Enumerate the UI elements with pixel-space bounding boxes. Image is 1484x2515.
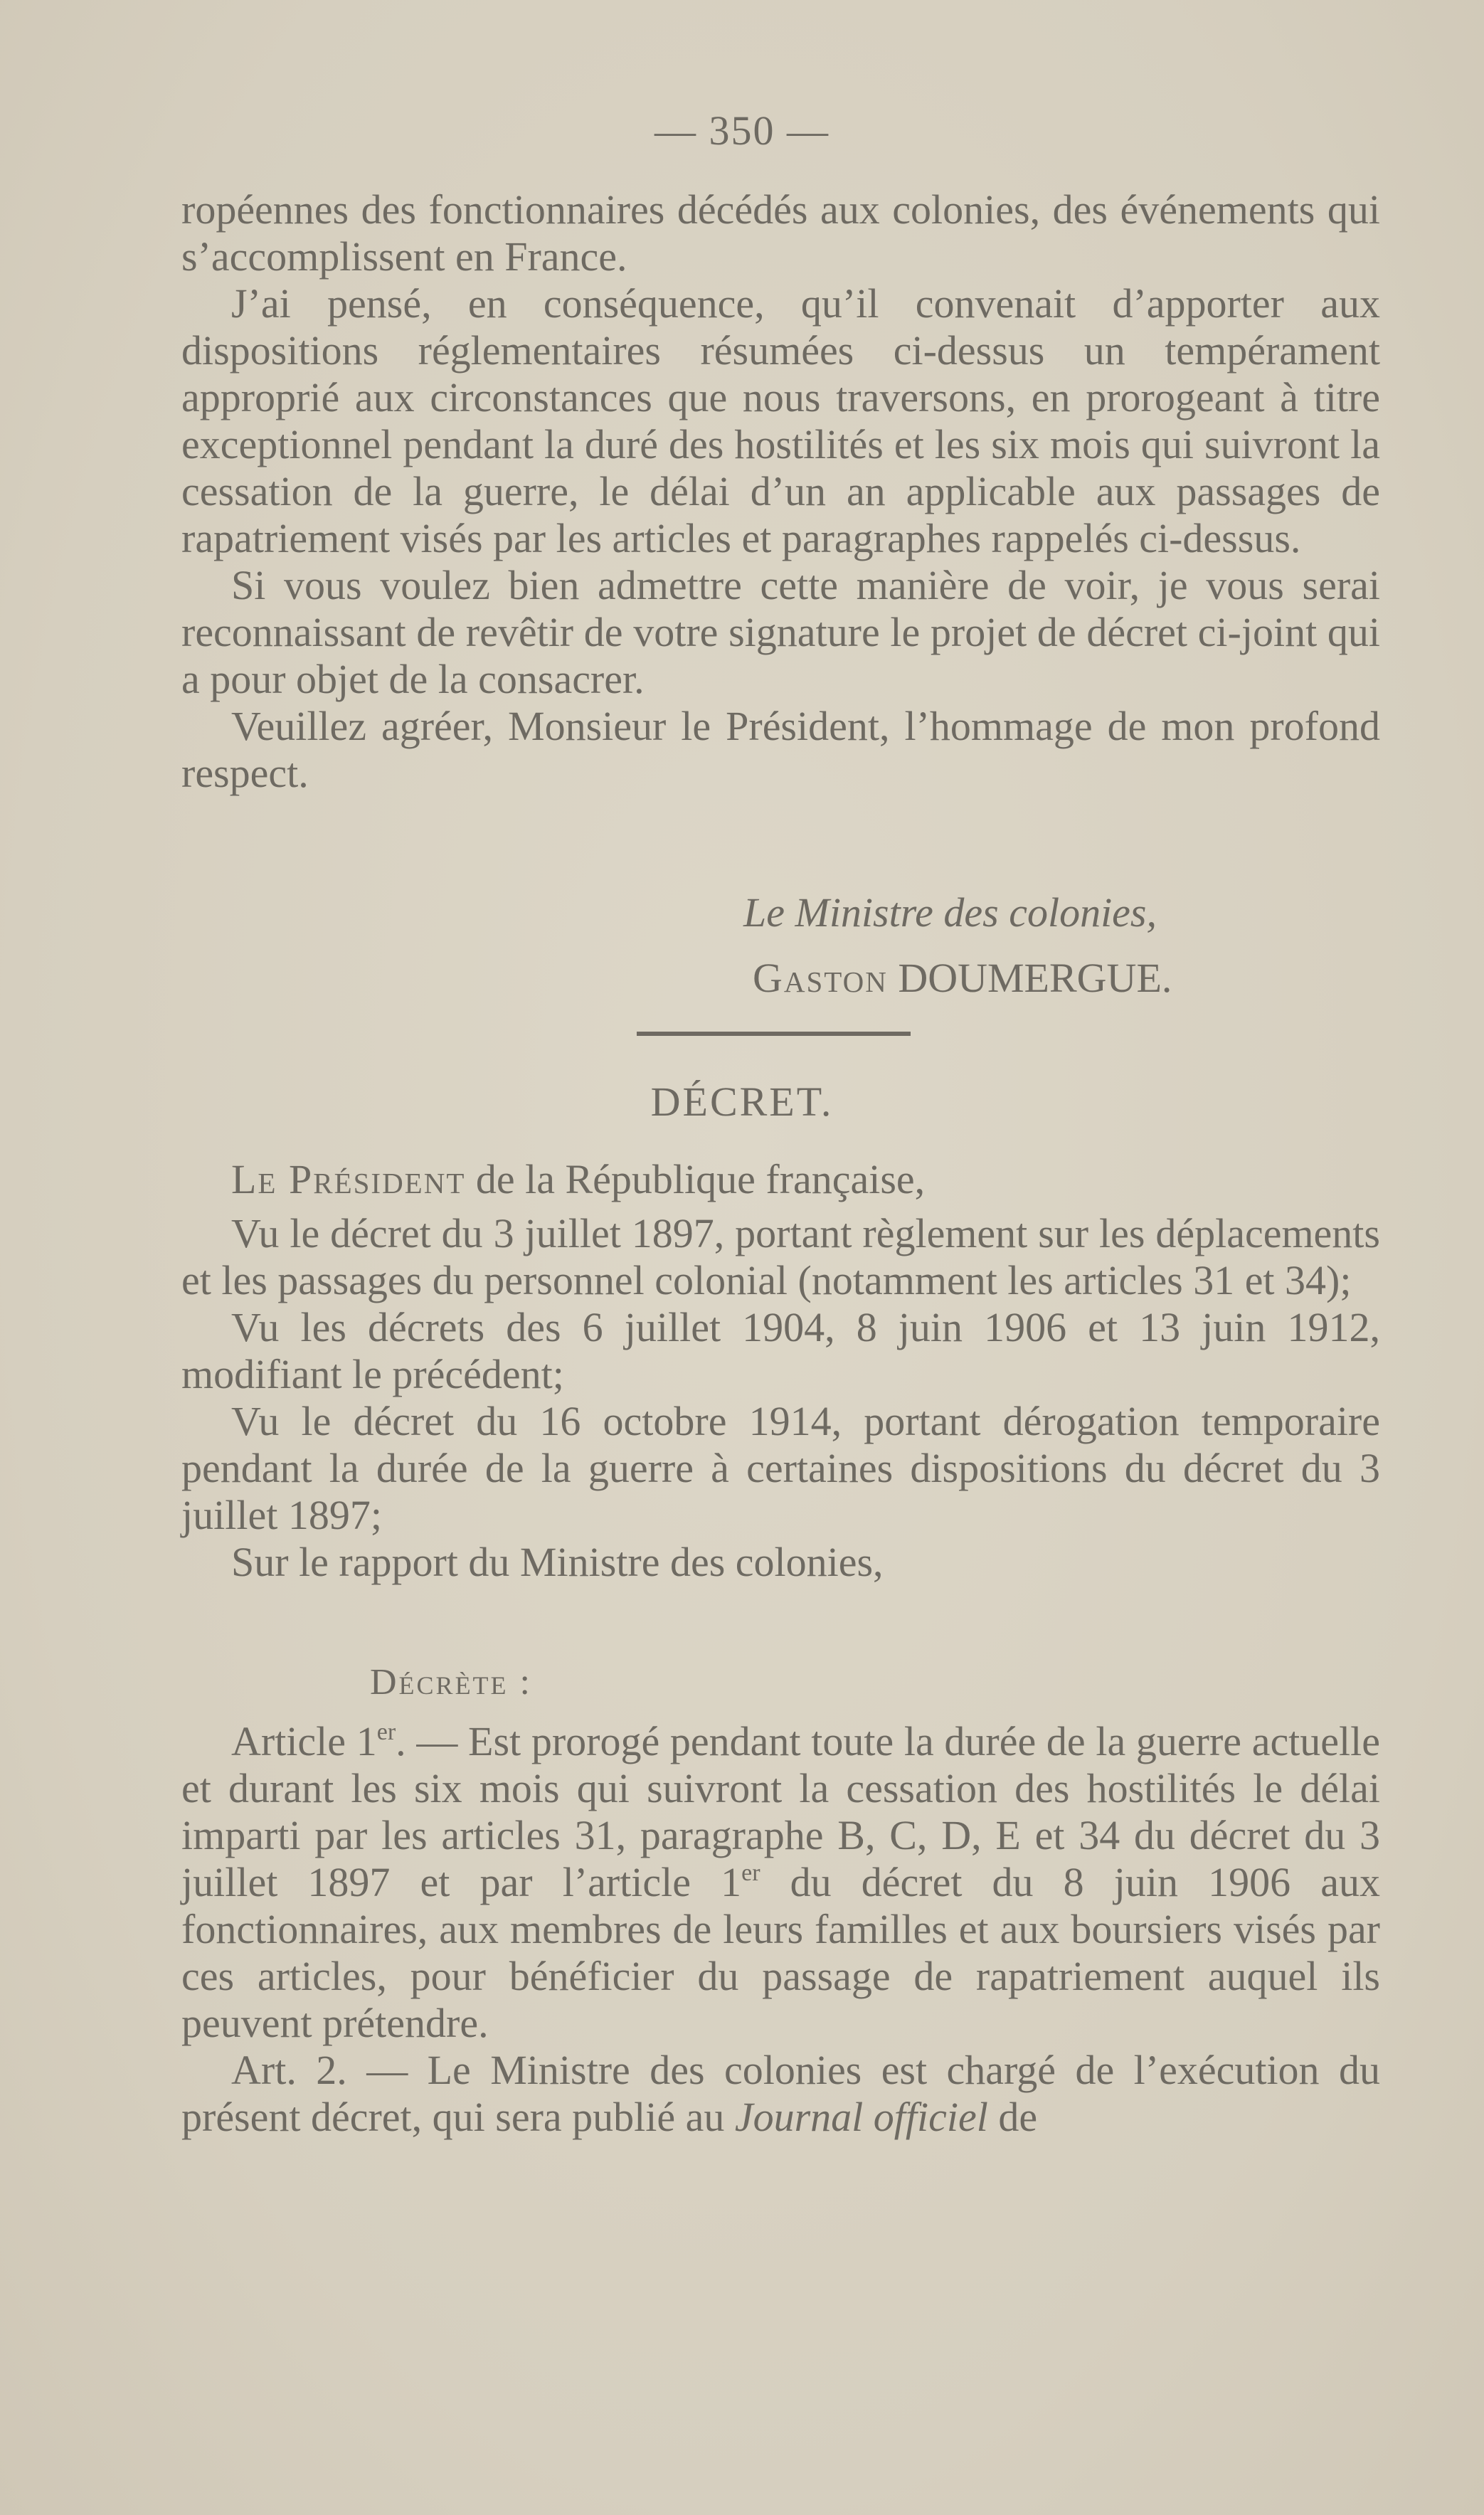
- signature-title: Le Ministre des colonies,: [743, 889, 1157, 936]
- article-1: [181, 1718, 1380, 2047]
- signature-first-name: Gaston: [753, 955, 888, 1001]
- decrete-label: Décrète :: [370, 1662, 532, 1703]
- visa-paragraph: Vu le décret du 16 octobre 1914, portant dérogation temporaire pendant la durée de la guerre à certaines dispositions du décret du 3 juillet 1897;: [181, 1398, 1380, 1538]
- decree-articles: [181, 1718, 1380, 2141]
- article-1-label: Article 1: [231, 1718, 377, 1764]
- report-paragraph: Veuillez agréer, Monsieur le Président, l’hommage de mon profond respect.: [181, 703, 1380, 796]
- article-1-label-sup: er: [376, 1719, 396, 1745]
- report-paragraph: Si vous voulez bien admettre cette manière de voir, je vous serai reconnaissant de revêtir de votre signature le projet de décret ci-joint qui a pour objet de la consacrer.: [181, 562, 1380, 702]
- article-2-tail: de: [987, 2094, 1038, 2140]
- decree-heading: DÉCRET.: [650, 1079, 834, 1125]
- signature-last-name: DOUMERGUE.: [898, 955, 1172, 1001]
- president-title: Le Président: [231, 1156, 466, 1202]
- article-1-text-a: . — Est prorogé pendant toute la durée de la guerre actuelle et durant les six mois qui suivront la cessation des hostilités le délai imparti par les articles 31, paragraphe B, C, D, E et 34 du décret du 3 juillet 1897 et par l’article 1: [181, 1718, 1381, 1905]
- article-1-text-sup: er: [741, 1860, 760, 1886]
- report-paragraph: ropéennes des fonctionnaires décédés aux colonies, des événements qui s’accomplissent en France.: [181, 186, 1380, 280]
- signature-name: [753, 955, 1172, 1002]
- visa-paragraph: Sur le rapport du Ministre des colonies,: [231, 1539, 884, 1585]
- separator-rule: [637, 1032, 911, 1036]
- decree-preamble: [181, 1156, 1380, 1586]
- article-2: [181, 2047, 1380, 2141]
- preamble-line: [181, 1156, 1380, 1203]
- report-text: [181, 186, 1380, 797]
- article-2-text: Art. 2. — Le Ministre des colonies est chargé de l’exécution du présent décret, qui sera publié au: [181, 2047, 1380, 2140]
- visa-paragraph: Vu le décret du 3 juillet 1897, portant règlement sur les déplacements et les passages du personnel colonial (notamment les articles 31 et 34);: [181, 1210, 1380, 1303]
- report-paragraph: J’ai pensé, en conséquence, qu’il convenait d’apporter aux dispositions réglementaires résumées ci-dessus un tempérament approprié aux circonstances que nous traversons, en prorogeant à titre exceptionnel pendant la duré des hostilités et les six mois qui suivront la cessation de la guerre, le délai d’un an applicable aux passages de rapatriement visés par les articles et paragraphes rappelés ci-dessus.: [181, 280, 1380, 561]
- journal-officiel: Journal officiel: [734, 2094, 988, 2140]
- preamble-rest: de la République française,: [465, 1156, 926, 1202]
- visa-paragraph: Vu les décrets des 6 juillet 1904, 8 juin 1906 et 13 juin 1912, modifiant le précédent;: [181, 1304, 1380, 1397]
- article-1-text-b: du décret du 8 juin 1906 aux fonctionnaires, aux membres de leurs familles et aux boursiers visés par ces articles, pour bénéficier du passage de rapatriement auquel ils peuvent prétendre.: [181, 1859, 1380, 2046]
- page-number: — 350 —: [654, 107, 830, 154]
